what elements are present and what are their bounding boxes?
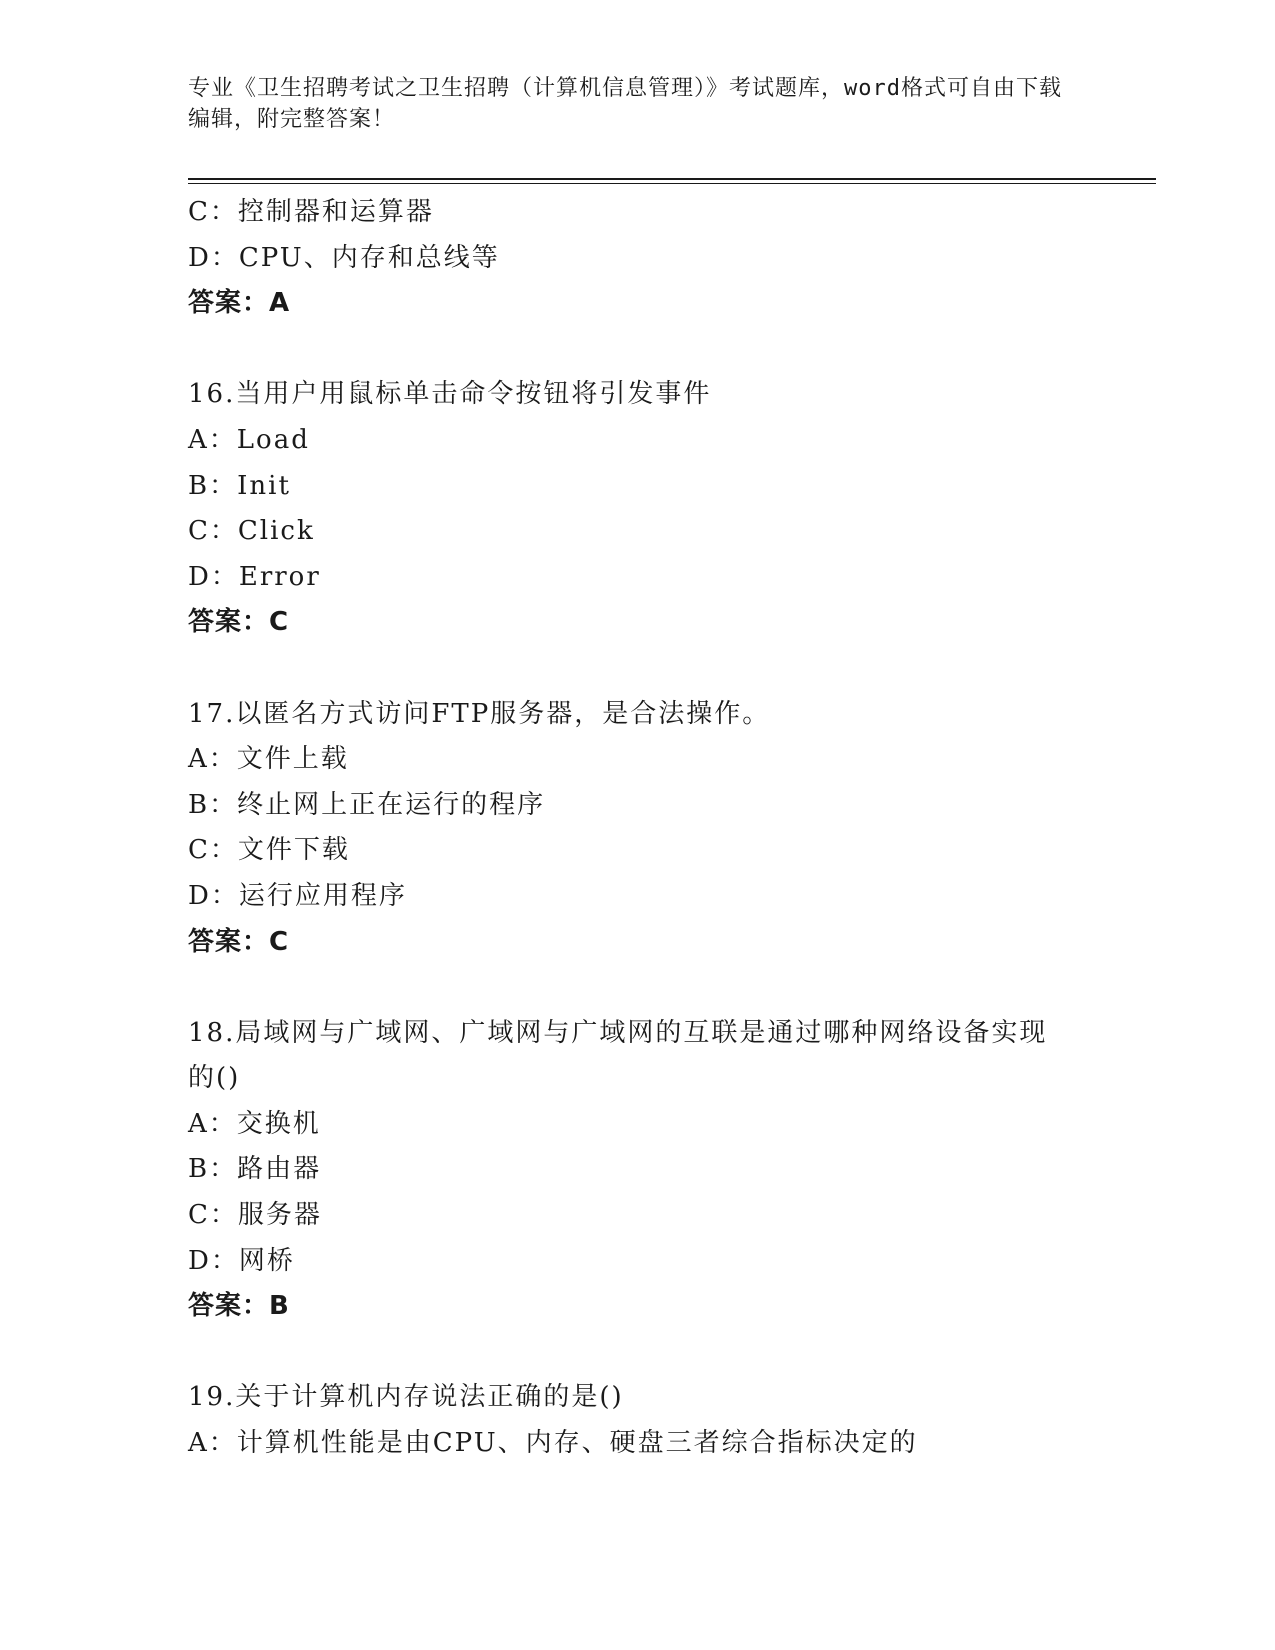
document-header: 专业《卫生招聘考试之卫生招聘（计算机信息管理）》考试题库，word格式可自由下载编辑，附完整答案！	[188, 76, 1062, 132]
question-text: 18.局域网与广域网、广域网与广域网的互联是通过哪种网络设备实现的()	[188, 1017, 1048, 1094]
previous-question-tail	[188, 190, 1088, 327]
option-line: A：文件上载	[188, 744, 349, 775]
answer-line: 答案：B	[188, 1291, 290, 1322]
option-line: A：交换机	[188, 1108, 321, 1139]
header-divider	[188, 178, 1156, 180]
question-text: 19.关于计算机内存说法正确的是()	[188, 1382, 624, 1413]
question-text: 17.以匿名方式访问FTP服务器，是合法操作。	[188, 698, 771, 729]
option-line: A：计算机性能是由CPU、内存、硬盘三者综合指标决定的	[188, 1428, 918, 1459]
option-line: D：Error	[188, 561, 321, 592]
question-block-16	[188, 372, 1088, 646]
option-line: B：终止网上正在运行的程序	[188, 789, 546, 820]
option-line: B：Init	[188, 470, 291, 501]
question-block-19	[188, 1375, 1088, 1466]
option-line: D：网桥	[188, 1245, 295, 1276]
option-line: B：路由器	[188, 1154, 322, 1185]
option-line: C：服务器	[188, 1200, 322, 1231]
option-line: C：控制器和运算器	[188, 197, 434, 227]
question-block-18	[188, 1011, 1088, 1330]
question-text: 16.当用户用鼠标单击命令按钮将引发事件	[188, 379, 712, 410]
answer-line: 答案：A	[188, 288, 291, 319]
answer-line: 答案：C	[188, 607, 290, 638]
question-list	[188, 190, 1088, 1467]
option-line: A：Load	[188, 424, 310, 455]
option-line: D：运行应用程序	[188, 880, 407, 911]
question-block-17	[188, 692, 1088, 966]
option-line: D：CPU、内存和总线等	[188, 242, 500, 273]
option-line: C：文件下载	[188, 835, 350, 866]
header-divider-thin	[188, 183, 1156, 184]
option-line: C：Click	[188, 516, 315, 547]
answer-line: 答案：C	[188, 926, 290, 957]
